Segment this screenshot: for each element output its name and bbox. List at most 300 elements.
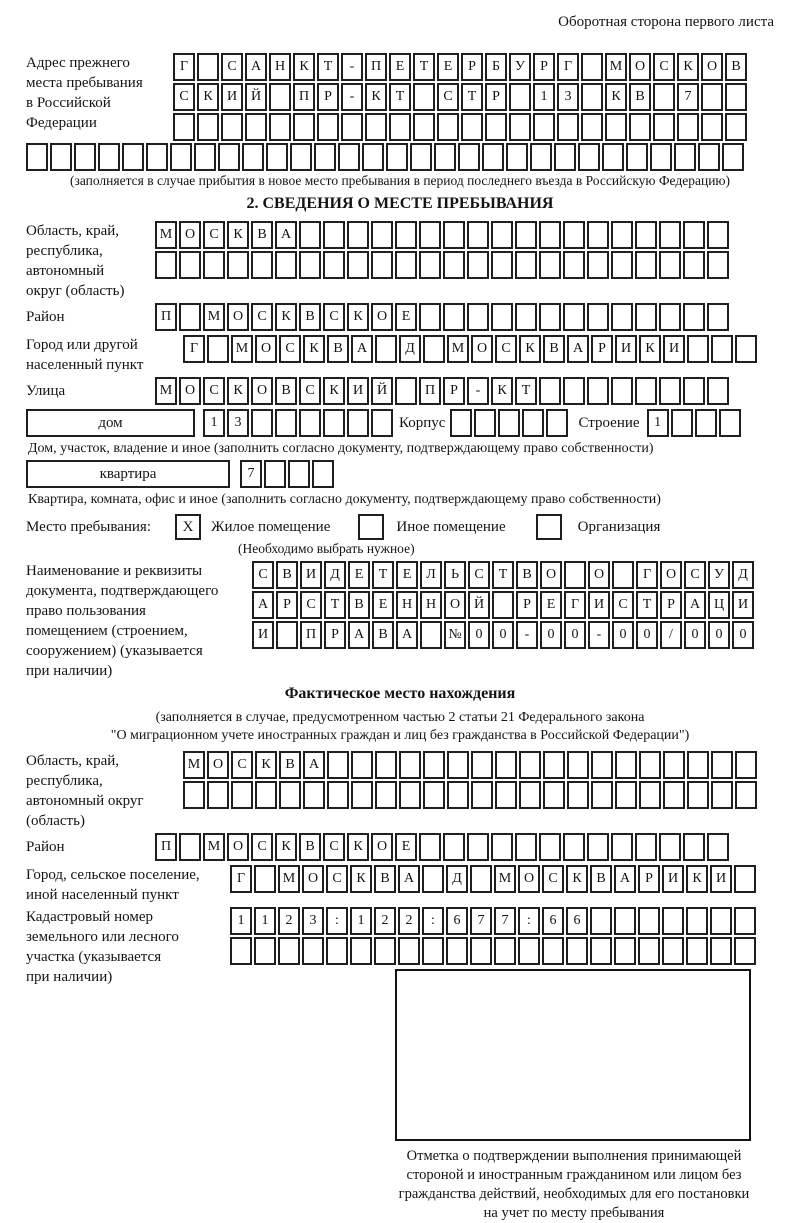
char-box[interactable]: Т	[515, 377, 537, 405]
char-box[interactable]: К	[197, 83, 219, 111]
char-box[interactable]	[683, 833, 705, 861]
char-box[interactable]	[422, 865, 444, 893]
char-box[interactable]: Б	[485, 53, 507, 81]
char-box[interactable]	[203, 251, 225, 279]
char-box[interactable]: О	[179, 221, 201, 249]
char-box[interactable]: К	[491, 377, 513, 405]
char-box[interactable]: 1	[533, 83, 555, 111]
char-box[interactable]: П	[419, 377, 441, 405]
char-box[interactable]: Л	[420, 561, 442, 589]
char-box[interactable]	[341, 113, 363, 141]
char-box[interactable]: Р	[324, 621, 346, 649]
char-box[interactable]: В	[725, 53, 747, 81]
char-box[interactable]	[612, 561, 634, 589]
char-box[interactable]	[635, 377, 657, 405]
char-box[interactable]	[578, 143, 600, 171]
char-box[interactable]	[251, 251, 273, 279]
char-box[interactable]	[293, 113, 315, 141]
char-box[interactable]	[299, 409, 321, 437]
char-box[interactable]	[686, 907, 708, 935]
char-box[interactable]: О	[207, 751, 229, 779]
char-box[interactable]: Т	[461, 83, 483, 111]
char-box[interactable]	[659, 303, 681, 331]
char-box[interactable]	[543, 781, 565, 809]
char-box[interactable]	[686, 937, 708, 965]
char-box[interactable]	[422, 937, 444, 965]
char-box[interactable]: Р	[317, 83, 339, 111]
char-box[interactable]: В	[251, 221, 273, 249]
char-box[interactable]: К	[519, 335, 541, 363]
char-box[interactable]	[317, 113, 339, 141]
char-box[interactable]	[495, 751, 517, 779]
char-box[interactable]: Е	[395, 833, 417, 861]
char-box[interactable]	[471, 781, 493, 809]
char-box[interactable]	[710, 907, 732, 935]
char-box[interactable]: 0	[564, 621, 586, 649]
char-box[interactable]	[482, 143, 504, 171]
char-box[interactable]: 7	[240, 460, 262, 488]
char-box[interactable]: Г	[557, 53, 579, 81]
char-box[interactable]: А	[614, 865, 636, 893]
char-box[interactable]: А	[303, 751, 325, 779]
char-box[interactable]: С	[299, 377, 321, 405]
char-box[interactable]: С	[300, 591, 322, 619]
char-box[interactable]	[338, 143, 360, 171]
char-box[interactable]: О	[179, 377, 201, 405]
char-box[interactable]: Й	[468, 591, 490, 619]
char-box[interactable]	[710, 937, 732, 965]
char-box[interactable]: 0	[468, 621, 490, 649]
char-box[interactable]: Д	[732, 561, 754, 589]
char-box[interactable]	[611, 377, 633, 405]
char-box[interactable]	[725, 113, 747, 141]
char-box[interactable]	[587, 833, 609, 861]
char-box[interactable]	[614, 907, 636, 935]
char-box[interactable]	[173, 113, 195, 141]
checkbox-other-premises[interactable]	[358, 514, 384, 540]
char-box[interactable]: С	[495, 335, 517, 363]
char-box[interactable]	[230, 937, 252, 965]
char-box[interactable]: С	[326, 865, 348, 893]
char-box[interactable]: -	[516, 621, 538, 649]
char-box[interactable]: 7	[677, 83, 699, 111]
char-box[interactable]: О	[371, 833, 393, 861]
char-box[interactable]: О	[444, 591, 466, 619]
char-box[interactable]: С	[468, 561, 490, 589]
char-box[interactable]	[362, 143, 384, 171]
char-box[interactable]: М	[278, 865, 300, 893]
char-box[interactable]	[395, 251, 417, 279]
char-box[interactable]: Т	[372, 561, 394, 589]
char-box[interactable]	[218, 143, 240, 171]
char-box[interactable]: 6	[566, 907, 588, 935]
char-box[interactable]	[711, 781, 733, 809]
char-box[interactable]	[662, 907, 684, 935]
char-box[interactable]	[371, 221, 393, 249]
char-box[interactable]: К	[323, 377, 345, 405]
char-box[interactable]	[299, 251, 321, 279]
char-box[interactable]: В	[629, 83, 651, 111]
char-box[interactable]	[515, 303, 537, 331]
char-box[interactable]: И	[221, 83, 243, 111]
char-box[interactable]	[563, 303, 585, 331]
char-box[interactable]	[591, 781, 613, 809]
char-box[interactable]: Т	[389, 83, 411, 111]
char-box[interactable]	[725, 83, 747, 111]
char-box[interactable]	[467, 221, 489, 249]
char-box[interactable]	[447, 781, 469, 809]
char-box[interactable]: П	[155, 833, 177, 861]
char-box[interactable]: А	[275, 221, 297, 249]
char-box[interactable]	[395, 377, 417, 405]
char-box[interactable]	[695, 409, 717, 437]
char-box[interactable]	[423, 335, 445, 363]
char-box[interactable]	[245, 113, 267, 141]
char-box[interactable]	[659, 251, 681, 279]
char-box[interactable]	[581, 83, 603, 111]
char-box[interactable]	[179, 251, 201, 279]
char-box[interactable]: К	[303, 335, 325, 363]
char-box[interactable]	[398, 937, 420, 965]
char-box[interactable]: Т	[636, 591, 658, 619]
char-box[interactable]: М	[231, 335, 253, 363]
char-box[interactable]: К	[347, 303, 369, 331]
char-box[interactable]	[194, 143, 216, 171]
char-box[interactable]: М	[605, 53, 627, 81]
char-box[interactable]: Р	[443, 377, 465, 405]
char-box[interactable]	[494, 937, 516, 965]
char-box[interactable]	[450, 409, 472, 437]
char-box[interactable]: К	[686, 865, 708, 893]
char-box[interactable]	[371, 251, 393, 279]
char-box[interactable]: И	[615, 335, 637, 363]
char-box[interactable]: С	[323, 833, 345, 861]
char-box[interactable]	[659, 833, 681, 861]
char-box[interactable]	[567, 781, 589, 809]
char-box[interactable]: А	[351, 335, 373, 363]
char-box[interactable]	[413, 83, 435, 111]
char-box[interactable]: В	[275, 377, 297, 405]
char-box[interactable]: С	[542, 865, 564, 893]
char-box[interactable]: Т	[492, 561, 514, 589]
char-box[interactable]	[515, 251, 537, 279]
char-box[interactable]: В	[374, 865, 396, 893]
char-box[interactable]	[581, 53, 603, 81]
char-box[interactable]	[458, 143, 480, 171]
char-box[interactable]	[221, 113, 243, 141]
char-box[interactable]	[602, 143, 624, 171]
char-box[interactable]	[611, 251, 633, 279]
char-box[interactable]	[663, 781, 685, 809]
char-box[interactable]	[399, 781, 421, 809]
char-box[interactable]: В	[590, 865, 612, 893]
char-box[interactable]	[590, 937, 612, 965]
char-box[interactable]	[207, 335, 229, 363]
char-box[interactable]	[269, 113, 291, 141]
char-box[interactable]: Р	[591, 335, 613, 363]
char-box[interactable]: М	[447, 335, 469, 363]
char-box[interactable]	[323, 221, 345, 249]
char-box[interactable]	[288, 460, 310, 488]
char-box[interactable]	[446, 937, 468, 965]
char-box[interactable]: К	[227, 377, 249, 405]
char-box[interactable]	[515, 833, 537, 861]
char-box[interactable]: И	[662, 865, 684, 893]
char-box[interactable]: П	[293, 83, 315, 111]
char-box[interactable]	[491, 251, 513, 279]
char-box[interactable]	[639, 751, 661, 779]
char-box[interactable]	[614, 937, 636, 965]
char-box[interactable]: :	[518, 907, 540, 935]
char-box[interactable]: С	[251, 833, 273, 861]
char-box[interactable]	[227, 251, 249, 279]
char-box[interactable]: В	[299, 303, 321, 331]
char-box[interactable]	[677, 113, 699, 141]
char-box[interactable]	[275, 251, 297, 279]
char-box[interactable]: О	[540, 561, 562, 589]
char-box[interactable]: 2	[374, 907, 396, 935]
char-box[interactable]: В	[327, 335, 349, 363]
char-box[interactable]	[711, 751, 733, 779]
char-box[interactable]: С	[252, 561, 274, 589]
char-box[interactable]: С	[437, 83, 459, 111]
char-box[interactable]: К	[566, 865, 588, 893]
char-box[interactable]: О	[251, 377, 273, 405]
char-box[interactable]: Р	[276, 591, 298, 619]
char-box[interactable]: 1	[350, 907, 372, 935]
char-box[interactable]: К	[275, 303, 297, 331]
char-box[interactable]: 3	[227, 409, 249, 437]
char-box[interactable]	[515, 221, 537, 249]
char-box[interactable]: П	[155, 303, 177, 331]
char-box[interactable]	[722, 143, 744, 171]
checkbox-residential[interactable]: X	[175, 514, 201, 540]
char-box[interactable]: П	[365, 53, 387, 81]
char-box[interactable]: М	[494, 865, 516, 893]
char-box[interactable]	[683, 251, 705, 279]
char-box[interactable]	[443, 303, 465, 331]
char-box[interactable]	[434, 143, 456, 171]
char-box[interactable]: Р	[638, 865, 660, 893]
char-box[interactable]: Н	[269, 53, 291, 81]
char-box[interactable]	[491, 303, 513, 331]
char-box[interactable]: Р	[516, 591, 538, 619]
char-box[interactable]: -	[341, 83, 363, 111]
char-box[interactable]	[683, 377, 705, 405]
char-box[interactable]	[375, 335, 397, 363]
char-box[interactable]	[155, 251, 177, 279]
char-box[interactable]: Д	[446, 865, 468, 893]
char-box[interactable]: Р	[485, 83, 507, 111]
char-box[interactable]: К	[293, 53, 315, 81]
char-box[interactable]	[581, 113, 603, 141]
char-box[interactable]	[365, 113, 387, 141]
char-box[interactable]: С	[221, 53, 243, 81]
char-box[interactable]	[207, 781, 229, 809]
char-box[interactable]	[707, 833, 729, 861]
char-box[interactable]	[698, 143, 720, 171]
char-box[interactable]	[323, 251, 345, 279]
char-box[interactable]	[519, 751, 541, 779]
char-box[interactable]: 3	[557, 83, 579, 111]
char-box[interactable]	[557, 113, 579, 141]
char-box[interactable]	[410, 143, 432, 171]
char-box[interactable]: П	[300, 621, 322, 649]
char-box[interactable]: М	[155, 377, 177, 405]
char-box[interactable]: :	[326, 907, 348, 935]
char-box[interactable]	[539, 377, 561, 405]
char-box[interactable]: Е	[396, 561, 418, 589]
char-box[interactable]	[611, 833, 633, 861]
char-box[interactable]: К	[365, 83, 387, 111]
char-box[interactable]	[179, 303, 201, 331]
char-box[interactable]: В	[276, 561, 298, 589]
char-box[interactable]: О	[629, 53, 651, 81]
char-box[interactable]	[399, 751, 421, 779]
char-box[interactable]	[351, 751, 373, 779]
char-box[interactable]	[470, 937, 492, 965]
char-box[interactable]: А	[252, 591, 274, 619]
char-box[interactable]: 1	[647, 409, 669, 437]
char-box[interactable]: Т	[317, 53, 339, 81]
char-box[interactable]	[327, 751, 349, 779]
char-box[interactable]	[326, 937, 348, 965]
char-box[interactable]	[590, 907, 612, 935]
char-box[interactable]: К	[227, 221, 249, 249]
char-box[interactable]	[461, 113, 483, 141]
char-box[interactable]: :	[422, 907, 444, 935]
char-box[interactable]: 0	[636, 621, 658, 649]
char-box[interactable]: Д	[399, 335, 421, 363]
char-box[interactable]	[563, 833, 585, 861]
char-box[interactable]: Й	[371, 377, 393, 405]
char-box[interactable]	[197, 53, 219, 81]
char-box[interactable]	[638, 937, 660, 965]
char-box[interactable]: -	[341, 53, 363, 81]
char-box[interactable]: С	[173, 83, 195, 111]
char-box[interactable]: А	[348, 621, 370, 649]
char-box[interactable]	[485, 113, 507, 141]
char-box[interactable]: Е	[389, 53, 411, 81]
char-box[interactable]: А	[396, 621, 418, 649]
char-box[interactable]: А	[245, 53, 267, 81]
char-box[interactable]	[735, 335, 757, 363]
char-box[interactable]	[518, 937, 540, 965]
char-box[interactable]	[443, 251, 465, 279]
char-box[interactable]	[701, 83, 723, 111]
char-box[interactable]	[546, 409, 568, 437]
char-box[interactable]	[419, 221, 441, 249]
char-box[interactable]	[653, 113, 675, 141]
char-box[interactable]	[299, 221, 321, 249]
char-box[interactable]: Е	[372, 591, 394, 619]
char-box[interactable]	[231, 781, 253, 809]
char-box[interactable]	[122, 143, 144, 171]
char-box[interactable]	[146, 143, 168, 171]
char-box[interactable]	[242, 143, 264, 171]
char-box[interactable]: А	[684, 591, 706, 619]
char-box[interactable]	[314, 143, 336, 171]
char-box[interactable]: 0	[492, 621, 514, 649]
char-box[interactable]	[413, 113, 435, 141]
char-box[interactable]	[50, 143, 72, 171]
char-box[interactable]: И	[710, 865, 732, 893]
char-box[interactable]	[707, 377, 729, 405]
char-box[interactable]	[254, 865, 276, 893]
checkbox-organization[interactable]	[536, 514, 562, 540]
char-box[interactable]: О	[518, 865, 540, 893]
char-box[interactable]: В	[299, 833, 321, 861]
char-box[interactable]: К	[350, 865, 372, 893]
char-box[interactable]	[509, 83, 531, 111]
char-box[interactable]: Ь	[444, 561, 466, 589]
char-box[interactable]	[374, 937, 396, 965]
char-box[interactable]	[629, 113, 651, 141]
char-box[interactable]: О	[227, 303, 249, 331]
char-box[interactable]: Т	[324, 591, 346, 619]
char-box[interactable]	[312, 460, 334, 488]
char-box[interactable]	[638, 907, 660, 935]
char-box[interactable]	[564, 561, 586, 589]
char-box[interactable]	[419, 251, 441, 279]
char-box[interactable]	[734, 865, 756, 893]
char-box[interactable]: О	[255, 335, 277, 363]
char-box[interactable]	[674, 143, 696, 171]
char-box[interactable]	[471, 751, 493, 779]
char-box[interactable]	[707, 303, 729, 331]
char-box[interactable]	[533, 113, 555, 141]
char-box[interactable]	[467, 303, 489, 331]
char-box[interactable]	[302, 937, 324, 965]
char-box[interactable]: С	[323, 303, 345, 331]
char-box[interactable]	[303, 781, 325, 809]
char-box[interactable]	[443, 833, 465, 861]
char-box[interactable]: 3	[302, 907, 324, 935]
char-box[interactable]: Г	[173, 53, 195, 81]
char-box[interactable]	[254, 937, 276, 965]
char-box[interactable]: Р	[660, 591, 682, 619]
char-box[interactable]	[542, 937, 564, 965]
char-box[interactable]: О	[701, 53, 723, 81]
char-box[interactable]	[519, 781, 541, 809]
char-box[interactable]: -	[467, 377, 489, 405]
char-box[interactable]: Р	[461, 53, 483, 81]
char-box[interactable]	[522, 409, 544, 437]
char-box[interactable]	[26, 143, 48, 171]
char-box[interactable]	[707, 221, 729, 249]
char-box[interactable]	[447, 751, 469, 779]
char-box[interactable]: С	[203, 377, 225, 405]
char-box[interactable]	[671, 409, 693, 437]
char-box[interactable]	[423, 781, 445, 809]
char-box[interactable]	[509, 113, 531, 141]
char-box[interactable]: Н	[420, 591, 442, 619]
char-box[interactable]	[183, 781, 205, 809]
char-box[interactable]	[467, 833, 489, 861]
char-box[interactable]: К	[275, 833, 297, 861]
char-box[interactable]	[491, 221, 513, 249]
char-box[interactable]	[635, 303, 657, 331]
char-box[interactable]: И	[588, 591, 610, 619]
char-box[interactable]: К	[639, 335, 661, 363]
char-box[interactable]	[626, 143, 648, 171]
char-box[interactable]	[197, 113, 219, 141]
char-box[interactable]	[395, 221, 417, 249]
char-box[interactable]: Д	[324, 561, 346, 589]
char-box[interactable]	[351, 781, 373, 809]
char-box[interactable]: В	[348, 591, 370, 619]
char-box[interactable]	[701, 113, 723, 141]
